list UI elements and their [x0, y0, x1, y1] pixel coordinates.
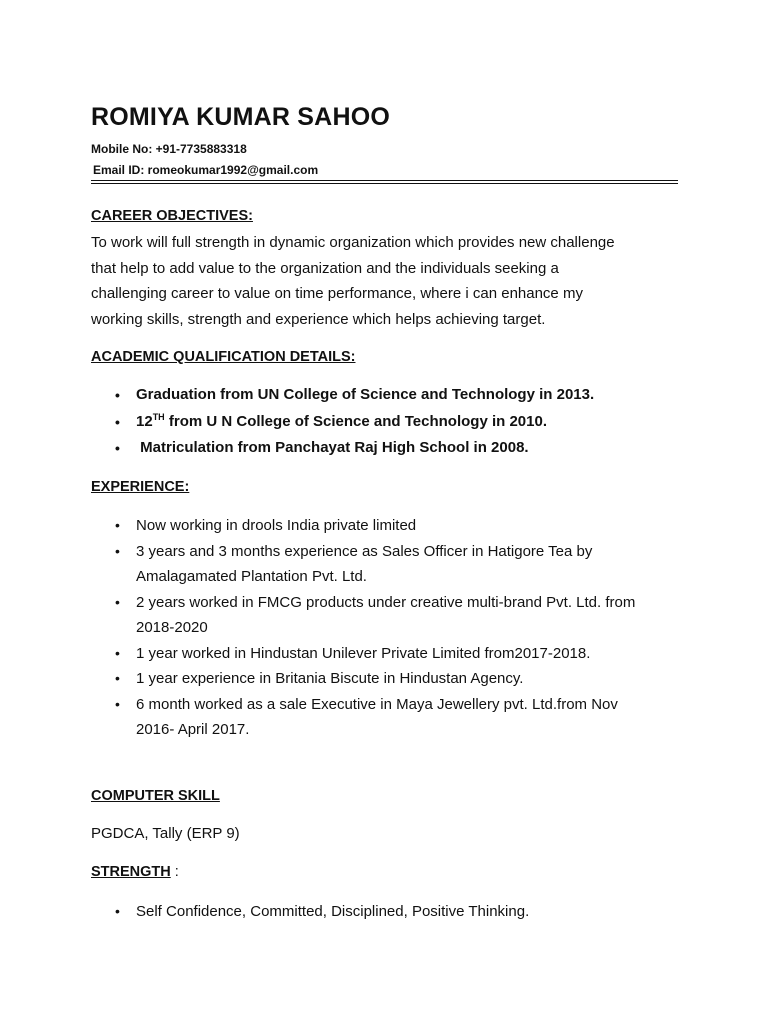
- list-item: [91, 590, 691, 641]
- list-item: [91, 641, 691, 667]
- experience-item-continued: 2018-2020: [136, 619, 208, 636]
- experience-item-continued: Amalagamated Plantation Pvt. Ltd.: [136, 568, 367, 585]
- strength-heading-colon: :: [170, 864, 179, 880]
- list-item: [91, 666, 691, 692]
- email-address: Email ID: romeokumar1992@gmail.com: [93, 163, 319, 177]
- academic-heading: ACADEMIC QUALIFICATION DETAILS:: [91, 349, 356, 365]
- list-item: [91, 382, 691, 409]
- bullet-icon: •: [115, 387, 120, 403]
- bullet-icon: •: [115, 542, 120, 559]
- bullet-icon: •: [115, 413, 120, 430]
- career-line: working skills, strength and experience which helps achieving target.: [91, 310, 546, 328]
- grade-number: 12: [136, 412, 153, 430]
- experience-item: 3 years and 3 months experience as Sales Officer in Hatigore Tea by: [136, 542, 593, 560]
- list-item: [91, 692, 691, 743]
- strength-list: [91, 899, 691, 925]
- experience-heading: EXPERIENCE:: [91, 479, 190, 495]
- list-item: [91, 435, 691, 462]
- bullet-icon: •: [115, 593, 120, 610]
- experience-item-continued: 2016- April 2017.: [136, 721, 250, 738]
- bullet-icon: •: [115, 644, 120, 661]
- experience-item: Now working in drools India private limited: [136, 517, 417, 534]
- academic-item-graduation: Graduation from UN College of Science and Technology in 2013.: [136, 386, 595, 403]
- grade-detail: from U N College of Science and Technology in 2010.: [164, 412, 547, 430]
- academic-list: [91, 382, 691, 462]
- bullet-icon: •: [115, 517, 120, 533]
- list-item: [91, 513, 691, 539]
- strength-heading: STRENGTH: [91, 864, 171, 880]
- experience-item: 6 month worked as a sale Executive in Maya Jewellery pvt. Ltd.from Nov: [136, 695, 618, 713]
- career-line: challenging career to value on time performance, where i can enhance my: [91, 285, 583, 302]
- list-item: [91, 539, 691, 590]
- experience-item: 1 year worked in Hindustan Unilever Private Limited from2017-2018.: [136, 644, 591, 662]
- experience-item: 2 years worked in FMCG products under creative multi-brand Pvt. Ltd. from: [136, 593, 636, 611]
- experience-list: [91, 513, 691, 743]
- candidate-name: ROMIYA KUMAR SAHOO: [91, 103, 390, 131]
- bullet-icon: •: [115, 695, 120, 712]
- grade-superscript: TH: [152, 411, 165, 422]
- experience-item: 1 year experience in Britania Biscute in Hindustan Agency.: [136, 670, 524, 687]
- computer-skill-text: PGDCA, Tally (ERP 9): [91, 825, 240, 842]
- career-objectives-heading: CAREER OBJECTIVES:: [91, 208, 253, 224]
- bullet-icon: •: [115, 903, 120, 919]
- strength-heading-row: [91, 864, 179, 880]
- career-line: that help to add value to the organization and the individuals seeking a: [91, 259, 559, 277]
- header-divider-top: [91, 180, 678, 181]
- academic-item-12th: [136, 413, 547, 430]
- computer-skill-heading: COMPUTER SKILL: [91, 788, 220, 804]
- career-line: To work will full strength in dynamic organization which provides new challenge: [91, 234, 615, 251]
- career-objectives-text: [91, 230, 691, 332]
- header-divider-bottom: [91, 183, 678, 184]
- bullet-icon: •: [115, 440, 120, 456]
- bullet-icon: •: [115, 670, 120, 686]
- academic-item-matriculation: Matriculation from Panchayat Raj High School in 2008.: [136, 439, 529, 456]
- mobile-number: Mobile No: +91-7735883318: [91, 142, 247, 156]
- list-item: [91, 899, 691, 925]
- strength-item: Self Confidence, Committed, Disciplined, Positive Thinking.: [136, 903, 530, 920]
- list-item: [91, 409, 691, 436]
